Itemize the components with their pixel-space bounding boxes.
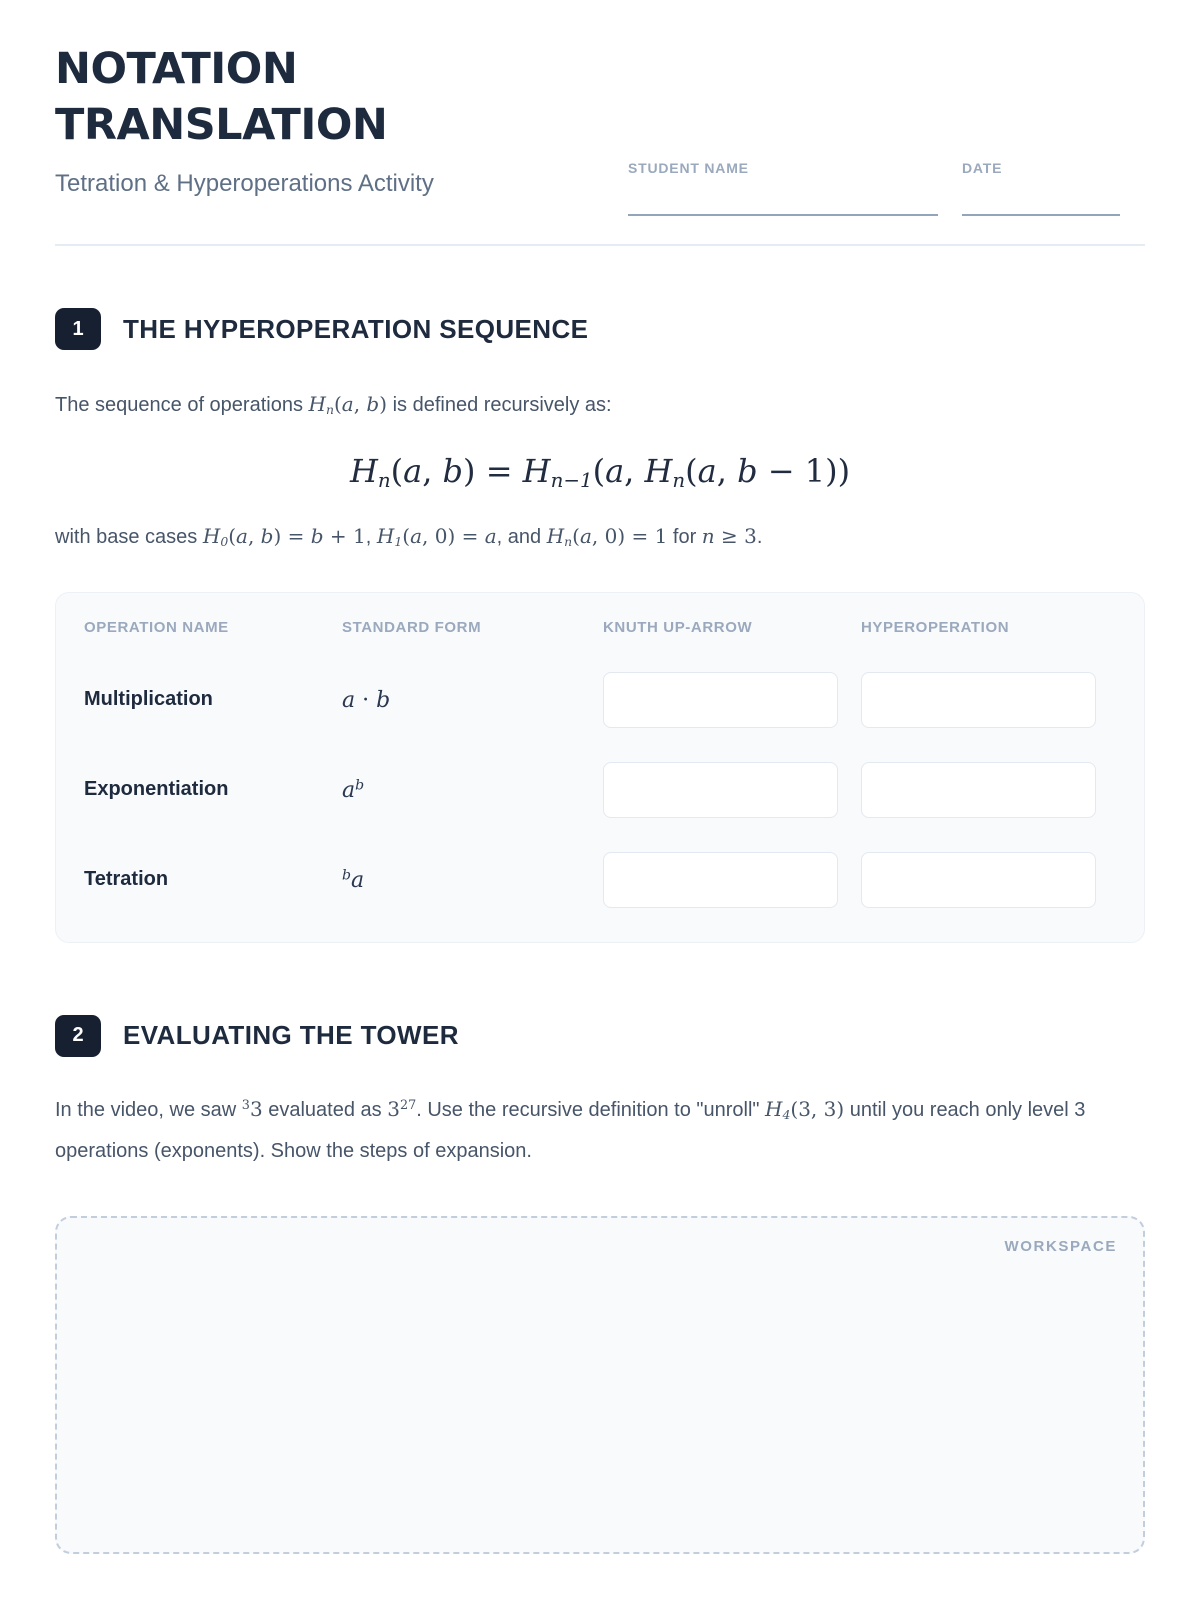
notation-table-panel	[55, 592, 1145, 943]
math-segment: b	[442, 452, 464, 490]
math-segment: (	[333, 392, 342, 416]
math-segment: + 1	[323, 523, 366, 548]
math-segment: (	[685, 452, 698, 490]
math-segment: ,	[716, 452, 738, 490]
math-segment: ,	[624, 452, 645, 490]
math-segment: H	[765, 1096, 783, 1121]
math-segment: a	[579, 523, 592, 548]
math-segment: a	[403, 452, 423, 490]
recursive-definition-formula	[55, 452, 1145, 492]
text-segment: until you reach only level 3 operations (exponents). Show the steps of expansion.	[55, 1098, 1086, 1162]
math-segment: 27	[399, 1097, 417, 1113]
math-segment: b	[342, 867, 352, 884]
math-segment: ,	[422, 452, 443, 490]
section-1-intro	[55, 384, 1145, 426]
math-segment: − 1))	[757, 452, 851, 490]
text-segment: for	[667, 525, 702, 548]
text-segment: .	[756, 525, 763, 548]
math-segment: a	[342, 687, 356, 713]
operation-name: Tetration	[84, 868, 169, 891]
section-2-header	[55, 1015, 1145, 1057]
text-segment: is defined recursively as:	[387, 394, 612, 416]
math-segment: ·	[355, 687, 377, 713]
knuth-up-arrow-input[interactable]	[603, 762, 838, 818]
text-segment: . Use the recursive definition to "unroll"	[416, 1098, 766, 1121]
math-segment: (	[572, 523, 580, 548]
math-segment: 3	[249, 1096, 263, 1121]
text-segment: The sequence of operations	[55, 394, 309, 416]
column-header-knuth-up-arrow: KNUTH UP-ARROW	[603, 618, 753, 636]
math-segment: b	[355, 777, 365, 794]
student-name-label: STUDENT NAME	[628, 160, 749, 176]
math-segment: 4	[782, 1107, 791, 1123]
hyperoperation-input[interactable]	[861, 852, 1096, 908]
text-segment: , and	[496, 525, 547, 548]
math-segment: a	[342, 777, 356, 803]
math-segment: b	[737, 452, 758, 490]
math-segment: , 0) =	[422, 523, 485, 548]
math-segment: n−1	[550, 468, 593, 492]
date-label: DATE	[962, 160, 1003, 176]
math-segment: (	[228, 523, 237, 548]
date-blank-line[interactable]	[962, 214, 1120, 216]
math-segment: n	[377, 468, 391, 492]
student-name-blank-line[interactable]	[628, 214, 938, 216]
math-segment: )	[379, 392, 388, 416]
math-segment: n	[701, 523, 715, 548]
standard-form-math	[342, 777, 603, 803]
table-row-multiplication	[84, 672, 1116, 728]
text-segment: ,	[365, 525, 377, 548]
math-segment: H	[522, 452, 551, 490]
math-segment: b	[376, 687, 391, 713]
math-segment: b	[366, 392, 380, 416]
section-2-title: EVALUATING THE TOWER	[123, 1020, 459, 1051]
text-segment: In the video, we saw	[55, 1098, 242, 1121]
math-segment: ,	[247, 523, 261, 548]
math-segment: a	[351, 867, 365, 893]
operation-name: Exponentiation	[84, 778, 229, 801]
math-segment: a	[484, 523, 497, 548]
table-row-tetration	[84, 852, 1116, 908]
operation-name: Multiplication	[84, 688, 213, 711]
math-segment: n	[564, 534, 573, 550]
math-segment: a	[410, 523, 422, 548]
column-header-standard-form: STANDARD FORM	[342, 618, 482, 636]
math-segment: , 0) = 1	[591, 523, 668, 548]
math-segment: b	[310, 523, 324, 548]
text-segment: evaluated as	[262, 1098, 388, 1121]
title-block	[55, 42, 615, 198]
table-row-exponentiation	[84, 762, 1116, 818]
section-number-badge: 2	[55, 1015, 101, 1057]
base-cases-text	[55, 516, 1145, 558]
math-segment: ,	[353, 392, 367, 416]
math-segment: a	[341, 392, 354, 416]
section-number-badge: 1	[55, 308, 101, 350]
hyperoperation-input[interactable]	[861, 672, 1096, 728]
column-header-operation-name: OPERATION NAME	[84, 618, 229, 636]
math-segment: (3, 3)	[790, 1096, 845, 1121]
column-header-hyperoperation: HYPEROPERATION	[861, 618, 1010, 636]
math-segment: H	[202, 523, 221, 548]
math-segment: (	[592, 452, 606, 490]
section-1-header	[55, 308, 1145, 350]
math-segment: H	[349, 452, 378, 490]
math-segment: b	[260, 523, 274, 548]
section-1-title: THE HYPEROPERATION SEQUENCE	[123, 313, 589, 344]
math-segment: H	[546, 523, 565, 548]
page-title: NOTATION TRANSLATION	[55, 44, 388, 150]
knuth-up-arrow-input[interactable]	[603, 672, 838, 728]
math-segment: n	[672, 468, 686, 492]
math-segment: ≥ 3	[714, 523, 757, 548]
math-segment: 3	[241, 1097, 250, 1113]
header-fields	[628, 42, 1120, 216]
math-segment: ) =	[273, 523, 311, 548]
math-segment: H	[644, 452, 673, 490]
workspace-label: WORKSPACE	[1004, 1237, 1117, 1255]
math-segment: (	[390, 452, 404, 490]
math-segment: 3	[387, 1096, 400, 1121]
math-segment: (	[402, 523, 411, 548]
math-segment: a	[605, 452, 625, 490]
math-segment: 0	[220, 534, 229, 550]
standard-form-math	[342, 867, 603, 893]
standard-form-math	[342, 687, 603, 713]
math-segment: ) =	[463, 452, 523, 490]
hyperoperation-input[interactable]	[861, 762, 1096, 818]
math-segment: H	[308, 392, 326, 416]
math-segment: a	[236, 523, 248, 548]
math-segment: H	[376, 523, 395, 548]
text-segment: with base cases	[55, 525, 203, 548]
math-segment: 1	[394, 534, 403, 550]
math-segment: a	[697, 452, 717, 490]
workspace-area[interactable]	[55, 1216, 1145, 1554]
knuth-up-arrow-input[interactable]	[603, 852, 838, 908]
student-name-field	[628, 160, 938, 216]
header-divider	[55, 244, 1145, 246]
date-field	[962, 160, 1120, 216]
notation-table-header-row	[84, 619, 1116, 638]
worksheet-header	[55, 42, 1145, 216]
page-subtitle: Tetration & Hyperoperations Activity	[55, 169, 434, 197]
math-segment: n	[325, 402, 334, 418]
section-2-prompt	[55, 1089, 1145, 1172]
